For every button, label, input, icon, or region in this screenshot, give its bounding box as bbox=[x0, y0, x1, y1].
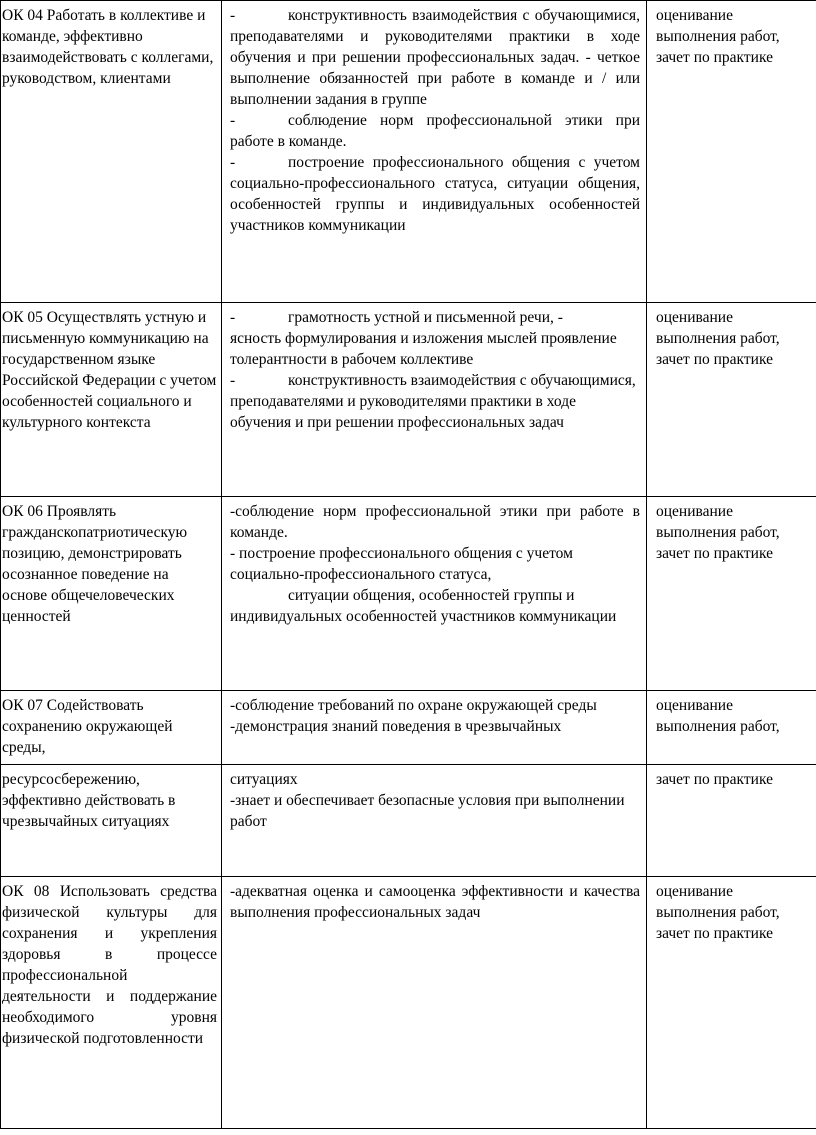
assessment-text: оценивание выполнения работ, bbox=[656, 697, 780, 735]
competency-text: ресурсосбережению, эффективно действовать в чрезвычайных ситуациях bbox=[2, 771, 176, 830]
criteria-item: - построение профессионального общения с учетом социально-профессионального статуса, bbox=[230, 545, 573, 583]
assessment-cell bbox=[647, 303, 816, 497]
criteria-item: ситуации общения, особенностей группы и индивидуальных особенностей участников коммуникации bbox=[230, 587, 617, 625]
criteria-item: - конструктивность взаимодействия с обучающимися, преподавателями и руководителями практики в ходе обучения и при решении профессиональных задач. - четкое выполнение обязанностей при работе в команде и / или выполнении задания в группе bbox=[230, 7, 640, 108]
criteria-item: - грамотность устной и письменной речи, - bbox=[230, 309, 563, 326]
criteria-item: -адекватная оценка и самооценка эффективности и качества выполнения профессиональных задач bbox=[230, 883, 640, 921]
criteria-list bbox=[222, 691, 646, 737]
assessment-cell bbox=[647, 497, 816, 691]
assessment-cell bbox=[647, 1, 816, 303]
table-row bbox=[1, 877, 816, 1129]
competency-text: ОК 04 Работать в коллективе и команде, эффективно взаимодействовать с коллегами, руководством, клиентами bbox=[2, 7, 214, 87]
criteria-cell bbox=[222, 303, 647, 497]
table-row bbox=[1, 691, 816, 765]
competency-text: ОК 06 Проявлять гражданскопатриотическую позицию, демонстрировать осознанное поведение на основе общечеловеческих ценностей bbox=[2, 503, 188, 625]
criteria-list bbox=[222, 877, 646, 923]
competency-cell bbox=[1, 691, 222, 765]
criteria-item: ясность формулирования и изложения мыслей проявление толерантности в рабочем коллективе bbox=[230, 330, 617, 368]
assessment-text: зачет по практике bbox=[656, 771, 773, 788]
competency-cell bbox=[1, 765, 222, 877]
assessment-text: оценивание выполнения работ, зачет по практике bbox=[656, 7, 780, 66]
competency-cell bbox=[1, 303, 222, 497]
criteria-item: - соблюдение норм профессиональной этики при работе в команде. bbox=[230, 112, 640, 150]
table-row bbox=[1, 303, 816, 497]
criteria-cell bbox=[222, 765, 647, 877]
criteria-item: - конструктивность взаимодействия с обучающимися, преподавателями и руководителями практики в ходе обучения и при решении профессиональных задач bbox=[230, 372, 636, 431]
criteria-item: -соблюдение норм профессиональной этики при работе в команде. bbox=[230, 503, 640, 541]
assessment-cell bbox=[647, 877, 816, 1129]
criteria-cell bbox=[222, 497, 647, 691]
table-row bbox=[1, 1, 816, 303]
competency-text: ОК 05 Осуществлять устную и письменную коммуникацию на государственном языке Российской Федерации с учетом особенностей социального и культурного контекста bbox=[2, 309, 217, 431]
competency-cell bbox=[1, 497, 222, 691]
competency-cell bbox=[1, 1, 222, 303]
criteria-item: -знает и обеспечивает безопасные условия при выполнении работ bbox=[230, 792, 625, 830]
competency-text: ОК 07 Содействовать сохранению окружающей среды, bbox=[2, 697, 173, 756]
criteria-cell bbox=[222, 1, 647, 303]
criteria-item: -соблюдение требований по охране окружающей среды bbox=[230, 697, 597, 714]
criteria-item: - построение профессионального общения с учетом социально-профессионального статуса, ситуации общения, особенностей группы и индивидуальных особенностей участников коммуникации bbox=[230, 154, 640, 234]
assessment-text: оценивание выполнения работ, зачет по практике bbox=[656, 503, 780, 562]
criteria-item: ситуациях bbox=[230, 771, 298, 788]
assessment-text: оценивание выполнения работ, зачет по практике bbox=[656, 883, 780, 942]
table-row bbox=[1, 497, 816, 691]
table-row bbox=[1, 765, 816, 877]
criteria-list bbox=[222, 497, 646, 627]
competency-text: ОК 08 Использовать средства физической культуры для сохранения и укрепления здоровья в процессе профессиональной деятельности и поддержание необходимого уровня физической подготовленности bbox=[2, 883, 217, 1047]
assessment-cell bbox=[647, 765, 816, 877]
criteria-list bbox=[222, 1, 646, 236]
criteria-cell bbox=[222, 877, 647, 1129]
assessment-cell bbox=[647, 691, 816, 765]
competency-cell bbox=[1, 877, 222, 1129]
criteria-cell bbox=[222, 691, 647, 765]
assessment-text: оценивание выполнения работ, зачет по практике bbox=[656, 309, 780, 368]
criteria-list bbox=[222, 765, 646, 832]
criteria-item: -демонстрация знаний поведения в чрезвычайных bbox=[230, 718, 562, 735]
criteria-list bbox=[222, 303, 646, 433]
